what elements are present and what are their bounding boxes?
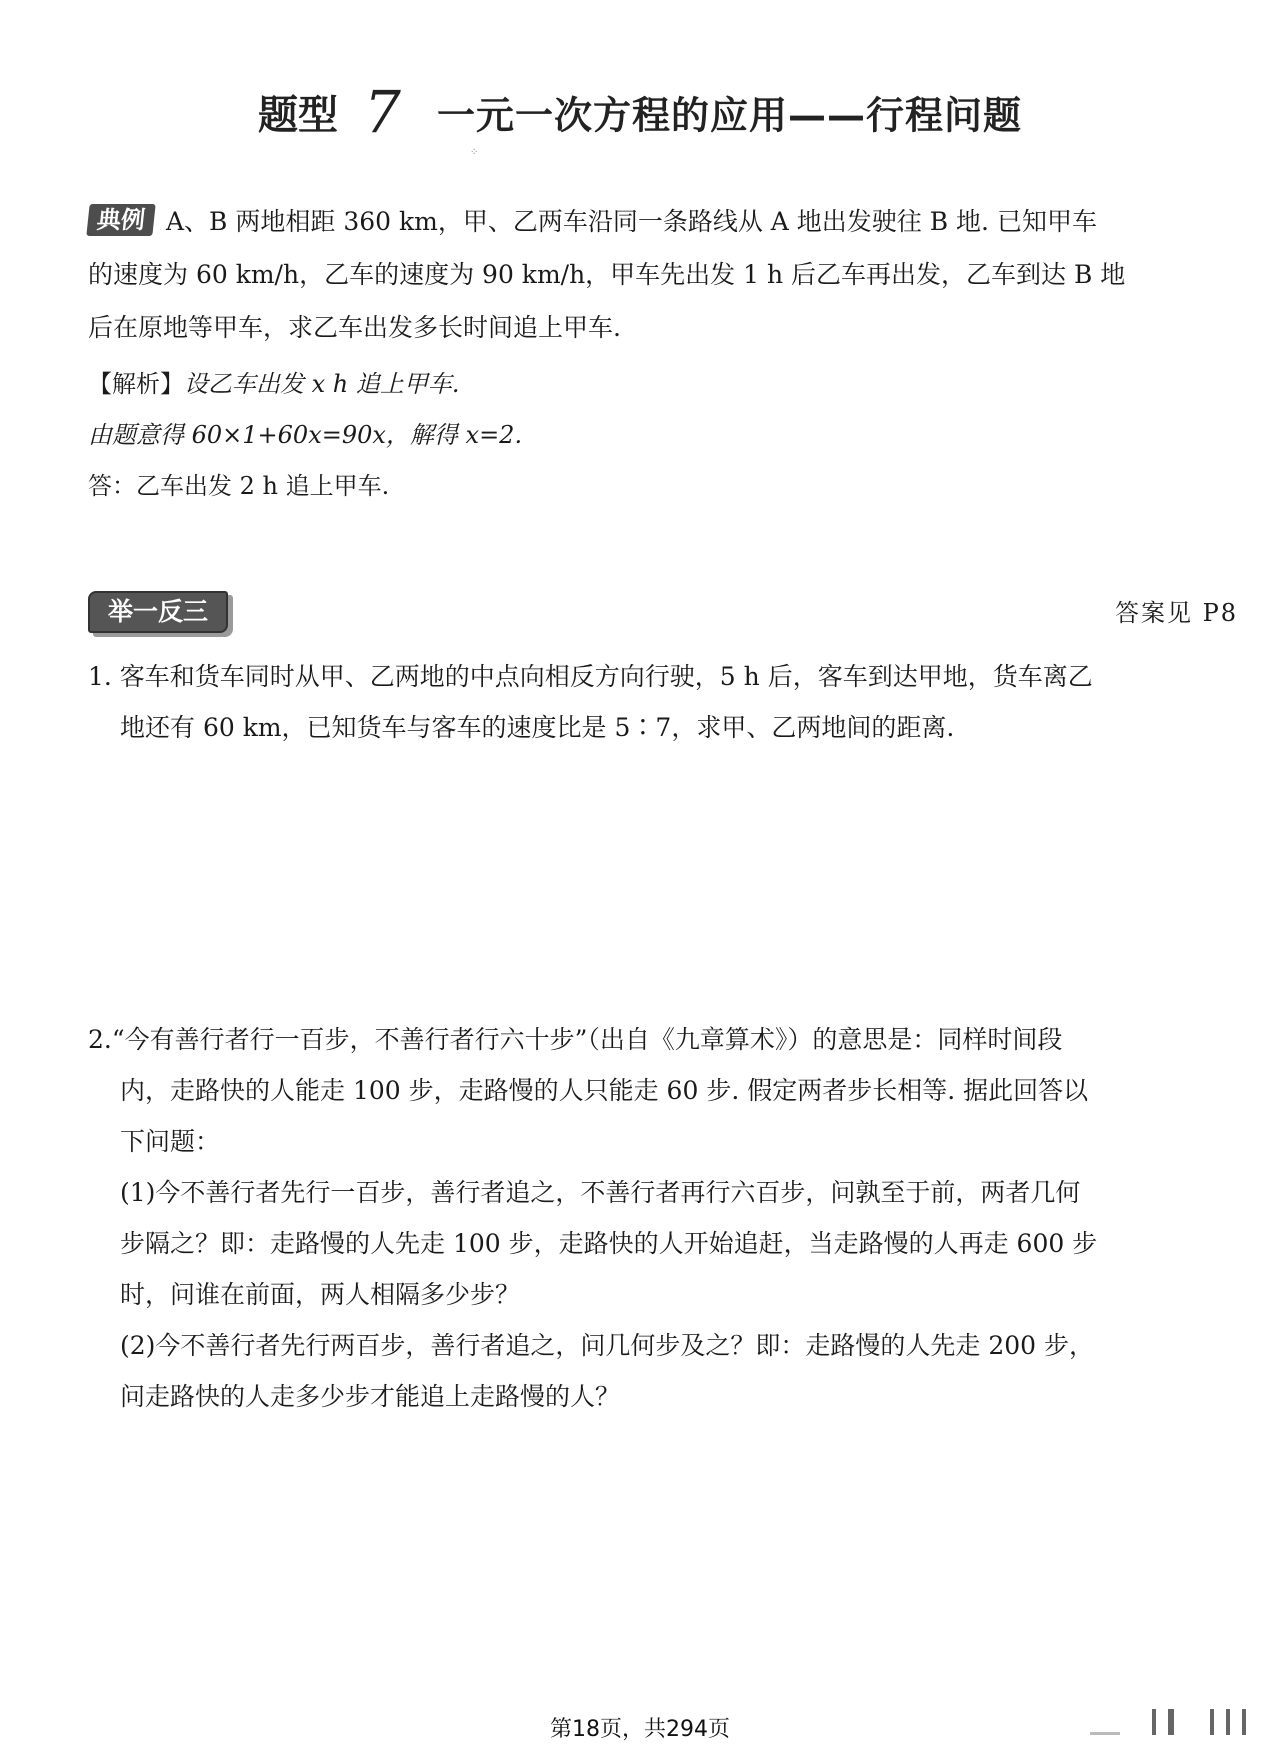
question-line: 下问题： <box>120 1127 221 1156</box>
question-line: 1. 客车和货车同时从甲、乙两地的中点向相反方向行驶，5 h 后，客车到达甲地，货车离乙 <box>88 662 1093 691</box>
solution-line-1: 【解析】设乙车出发 x h 追上甲车. <box>88 370 460 398</box>
topic-title: 一元一次方程的应用——行程问题 <box>436 93 1022 138</box>
example-line: 典例 A、B 两地相距 360 km，甲、乙两车沿同一条路线从 A 地出发驶往 B 地. 已知甲车 <box>88 195 1236 248</box>
solution-block <box>88 359 1228 512</box>
question-line: 内，走路快的人能走 100 步，走路慢的人只能走 60 步. 假定两者步长相等. 据此回答以 <box>120 1076 1089 1105</box>
answer-reference: 答案见 P8 <box>1114 599 1238 627</box>
question-2 <box>88 1014 1238 1422</box>
page-indicator: 第18页，共294页 <box>550 1717 730 1742</box>
sub-question-1: (1)今不善行者先行一百步，善行者追之，不善行者再行六百步，问孰至于前，两者几何 <box>120 1178 1081 1207</box>
solution-label: 【解析】 <box>88 370 184 398</box>
type-number: 7 <box>364 78 401 146</box>
solution-answer: 答：乙车出发 2 h 追上甲车. <box>88 472 390 500</box>
example-line: 后在原地等甲车，求乙车出发多长时间追上甲车. <box>88 313 621 342</box>
example-line: 的速度为 60 km/h，乙车的速度为 90 km/h，甲车先出发 1 h 后乙车再出发，乙车到达 B 地 <box>88 260 1126 289</box>
extension-tag: 举一反三 <box>88 591 228 633</box>
question-line: 2.“今有善行者行一百步，不善行者行六十步”（出自《九章算术》）的意思是：同样时间段 <box>88 1025 1063 1054</box>
solution-line-2: 由题意得 60×1+60x=90x，解得 x=2. <box>88 421 523 449</box>
sub-question-1-cont: 时，问谁在前面，两人相隔多少步？ <box>120 1280 521 1309</box>
sub-question-1-cont: 步隔之？即：走路慢的人先走 100 步，走路快的人开始追赶，当走路慢的人再走 600 步 <box>120 1229 1098 1258</box>
extension-header <box>88 591 1238 635</box>
section-title <box>0 78 1280 146</box>
scan-speck-icon: ⁘ <box>470 147 479 158</box>
type-label: 题型 <box>258 92 339 139</box>
example-tag: 典例 <box>86 204 155 236</box>
sub-question-2: (2)今不善行者先行两百步，善行者追之，问几何步及之？即：走路慢的人先走 200 步， <box>120 1331 1095 1360</box>
question-line: 地还有 60 km，已知货车与客车的速度比是 5∶7，求甲、乙两地间的距离. <box>120 713 955 742</box>
sub-question-2-cont: 问走路快的人走多少步才能追上走路慢的人？ <box>120 1382 621 1411</box>
example-block <box>88 195 1236 354</box>
page-edge-marks <box>1060 1703 1260 1735</box>
question-1 <box>88 651 1238 753</box>
